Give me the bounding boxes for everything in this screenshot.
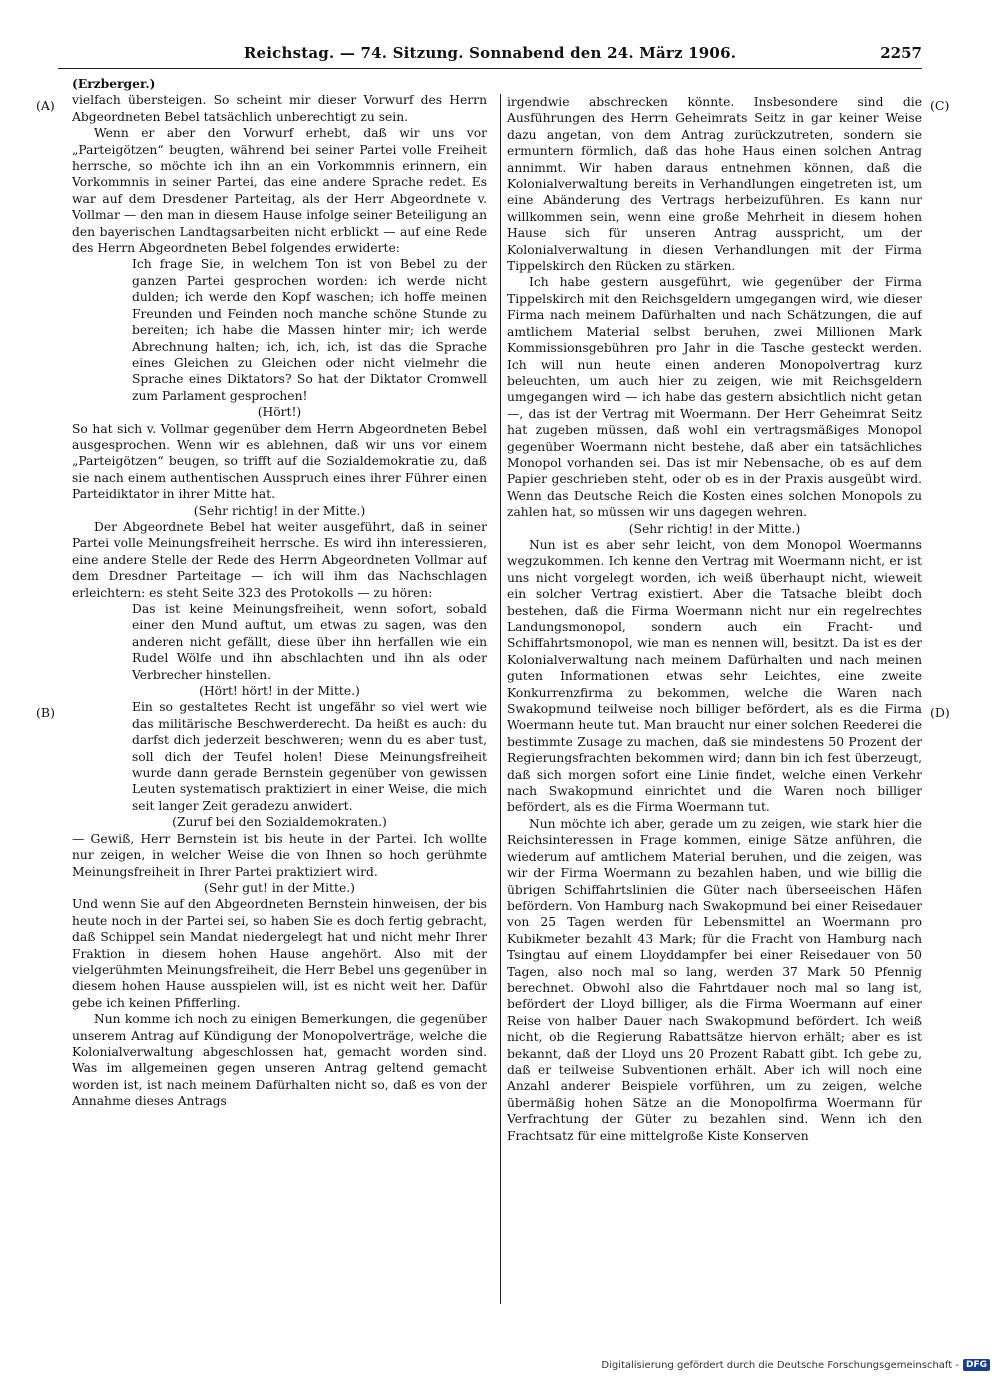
running-header bbox=[58, 40, 922, 69]
paragraph: Ein so gestaltetes Recht ist ungefähr so viel wert wie das militärische Beschwerderecht. Da heißt es auch: du darfst dich jederzeit beschweren; wenn du es aber tust, soll dich der Teufel holen! Diese Meinungsfreiheit wurde dann gerade Bernstein gegenüber von gewissen Leuten systematisch praktiziert in einer Weise, die mich seit langer Zeit geradezu anwidert. bbox=[132, 700, 487, 813]
paragraph: Nun ist es aber sehr leicht, von dem Monopol Woermanns wegzukommen. Ich kenne den Vertrag mit Woermann nicht, er ist uns nicht vorgelegt worden, ich weiß überhaupt nicht, wieweit ein solcher Vertrag existiert. Aber die Tatsache bleibt doch bestehen, daß die Firma Woermann nicht nur ein regelrechtes Landungsmonopol, sondern auch ein Fracht- und Schiffahrtsmonopol, wie man es nennen will, besitzt. Da ist es der Kolonialverwaltung nach meinem Dafürhalten und nach meinen guten Informationen etwas sehr Leichtes, eine zweite Konkurrenzfirma zu bekommen, welche die Waren nach Swakopmund teilweise noch billiger befördert, als es die Firma Woermann heute tut. Man braucht nur einer solchen Reederei die bestimmte Zusage zu machen, daß sie mindestens 50 Prozent der Regierungsfrachten bekommen wird; dann bin ich fest überzeugt, daß sich morgen sofort eine Linie findet, welche einen Verkehr nach Swakopmund einrichtet und die Waren noch billiger befördert, als es die Firma Woermann tut. bbox=[507, 537, 922, 815]
header-title: Reichstag. — 74. Sitzung. Sonnabend den 24. März 1906. bbox=[243, 44, 737, 62]
margin-mark-a: (A) bbox=[36, 98, 55, 113]
paragraph: Wenn er aber den Vorwurf erhebt, daß wir uns vor „Parteigötzen“ beugten, während bei seiner Partei volle Freiheit herrsche, so möchte ich ihn an ein Vorkommnis erinnern, ein Vorkommnis in seiner Partei, das eine andere Sprache redet. Es war auf dem Dresdener Parteitag, als der Herr Abgeordnete v. Vollmar — den man in diesem Hause infolge seiner Beteiligung an den bayerischen Landtagsarbeiten nicht erblickt — auf eine Rede des Herrn Abgeordneten Bebel folgendes erwiderte: bbox=[72, 126, 487, 256]
paragraph: Nun möchte ich aber, gerade um zu zeigen, wie stark hier die Reichsinteressen in Frage kommen, einige Sätze anführen, die wiederum auf amtlichem Material beruhen, und die zeigen, was wir der Firma Woermann zu bezahlen haben, und wie billig die übrigen Schiffahrtslinien die Güter nach überseeischen Häfen befördern. Von Hamburg nach Swakopmund bei einer Reisedauer von 25 Tagen werden für Lebensmittel an Woermann pro Kubikmeter bezahlt 43 Mark; für die Fracht von Hamburg nach Tsingtau auf einem Lloyddampfer bei einer Reisedauer von 50 Tagen, also noch mal so lang, werden 37 Mark 50 Pfennig berechnet. Obwohl also die Fahrtdauer noch mal so lang ist, befördert der Lloyd billiger, als die Firma Woermann auf einer Reise von halber Dauer nach Swakopmund befördert. Ich weiß nicht, ob die Regierung Rabattsätze hiervon erhält; aber es ist bekannt, daß der Lloyd uns 20 Prozent Rabatt gibt. Ich gebe zu, daß er teilweise Subventionen erhält. Aber ich will noch eine Anzahl anderer Beispiele vorführen, um zu zeigen, welche übermäßig hohen Sätze an die Monopolfirma Woermann für Verfrachtung der Güter zu bezahlen sind. Wenn ich den Frachtsatz für eine mittelgroße Kiste Konserven bbox=[507, 816, 922, 1143]
margin-mark-d: (D) bbox=[930, 705, 950, 720]
speaker-name: (Erzberger.) bbox=[72, 76, 156, 91]
column-separator bbox=[500, 94, 501, 1304]
page-number: 2257 bbox=[880, 44, 922, 62]
margin-mark-c: (C) bbox=[930, 98, 950, 113]
paragraph: Ich frage Sie, in welchem Ton ist von Bebel zu der ganzen Partei gesprochen worden: ich werde nicht dulden; ich werde den Kopf waschen; ich hoffe meinen Freunden und Feinden noch manche schöne Stunde zu bereiten; ich habe die Massen hinter mir; ich werde Abrechnung halten; ich, ich, ich, ist das die Sprache eines Gleichen zu Gleichen oder nicht vielmehr die Sprache eines Diktators? So hat der Diktator Cromwell zum Parlament gesprochen! bbox=[132, 257, 487, 403]
paragraph: So hat sich v. Vollmar gegenüber dem Herrn Abgeordneten Bebel ausgesprochen. Wenn wir es ablehnen, daß wir uns vor einem „Parteigötzen“ beugen, so trifft auf die Sozialdemokratie zu, daß sie nach einem authentischen Ausspruch eines ihrer Führer einen Parteidiktator in ihrer Mitte hat. bbox=[72, 421, 487, 502]
paragraph: irgendwie abschrecken könnte. Insbesondere sind die Ausführungen des Herrn Geheimrats Seitz in gar keiner Weise dazu angetan, von dem Antrag zurückzutreten, sondern sie ermuntern förmlich, daß das hohe Haus einen solchen Antrag annimmt. Wir haben daraus entnehmen können, daß die Kolonialverwaltung bereits in Verhandlungen eingetreten ist, um eine Abänderung des Vertrags herbeizuführen. Es kann nur willkommen sein, wenn eine große Mehrheit in diesem hohen Hause sich für unseren Antrag ausspricht, um der Kolonialverwaltung in diesen Verhandlungen mit der Firma Tippelskirch den Rücken zu stärken. bbox=[507, 95, 922, 274]
paragraph: Und wenn Sie auf den Abgeordneten Bernstein hinweisen, der bis heute noch in der Partei sei, so haben Sie es doch fertig gebracht, daß Schippel sein Mandat niedergelegt hat und nicht mehr Ihrer Fraktion in diesem hohen Hause angehört. Also mit der vielgerühmten Meinungsfreiheit, die Herr Bebel uns gegenüber in diesem hohen Hause ausspielen will, ist es nicht weit her. Dafür gebe ich keinen Pfifferling. bbox=[72, 897, 487, 1010]
paragraph: Ich habe gestern ausgeführt, wie gegenüber der Firma Tippelskirch mit den Reichsgeldern umgegangen wird, wie dieser Firma nach meinem Dafürhalten und nach Schätzungen, die auf amtlichem Material selbst beruhen, zwei Millionen Mark Kommissionsgebühren pro Jahr in die Tasche gesteckt werden. Ich will nun heute einen anderen Monopolvertrag kurz beleuchten, um auch hier zu zeigen, wie mit Reichsgeldern umgegangen wird — ich habe das gestern absichtlich nicht getan —, das ist der Vertrag mit Woermann. Der Herr Geheimrat Seitz hat zugeben müssen, daß wohl ein vertragsmäßiges Monopol gegenüber Woermann nicht bestehe, daß aber ein tatsächliches Monopol vorhanden sei. Das ist mir Nebensache, ob es auf dem Papier geschrieben steht, oder ob es in der Praxis ausgeübt wird. Wenn das Deutsche Reich die Kosten eines solchen Monopols zu zahlen hat, so müssen wir uns dagegen wehren. bbox=[507, 275, 922, 520]
paragraph: — Gewiß, Herr Bernstein ist bis heute in der Partei. Ich wollte nur zeigen, in welcher Weise die von Ihnen so hoch gerühmte Meinungsfreiheit in Ihrer Partei praktiziert wird. bbox=[72, 831, 487, 879]
paragraph: Das ist keine Meinungsfreiheit, wenn sofort, sobald einer den Mund auftut, um etwas zu sagen, was den anderen nicht gefällt, diese über ihn herfallen wie ein Rudel Wölfe und ihn abschlachten und ihn als oder Verbrecher hinstellen. bbox=[132, 602, 487, 682]
paragraph: Nun komme ich noch zu einigen Bemerkungen, die gegenüber unserem Antrag auf Kündigung der Monopolverträge, welche die Kolonialverwaltung abgeschlossen hat, gemacht worden sind. Was im allgemeinen gegen unseren Antrag geltend gemacht worden ist, ist nach meinem Dafürhalten nicht so, daß es von der Annahme dieses Antrags bbox=[72, 1012, 487, 1109]
interjection: (Sehr gut! in der Mitte.) bbox=[204, 880, 355, 895]
interjection: (Hört! hört! in der Mitte.) bbox=[199, 684, 360, 699]
interjection: (Sehr richtig! in der Mitte.) bbox=[628, 521, 801, 536]
interjection: (Zuruf bei den Sozialdemokraten.) bbox=[172, 815, 387, 830]
footer-text: Digitalisierung gefördert durch die Deutsche Forschungsgemeinschaft - bbox=[601, 1359, 959, 1371]
interjection: (Hört!) bbox=[257, 405, 302, 420]
margin-mark-b: (B) bbox=[36, 705, 55, 720]
paragraph: Der Abgeordnete Bebel hat weiter ausgeführt, daß in seiner Partei volle Meinungsfreiheit herrsche. Es wird ihn interessieren, eine andere Stelle der Rede des Herrn Abgeordneten Vollmar auf dem Dresdner Parteitage — ich will ihm das Nachschlagen erleichtern: es steht Seite 323 des Protokolls — zu hören: bbox=[72, 519, 487, 600]
right-column bbox=[507, 94, 922, 1329]
interjection: (Sehr richtig! in der Mitte.) bbox=[193, 503, 366, 518]
footer bbox=[601, 1359, 990, 1371]
left-column bbox=[72, 76, 487, 1311]
dfg-logo: DFG bbox=[963, 1359, 990, 1371]
paragraph: vielfach übersteigen. So scheint mir dieser Vorwurf des Herrn Abgeordneten Bebel tatsächlich unberechtigt zu sein. bbox=[72, 93, 487, 124]
